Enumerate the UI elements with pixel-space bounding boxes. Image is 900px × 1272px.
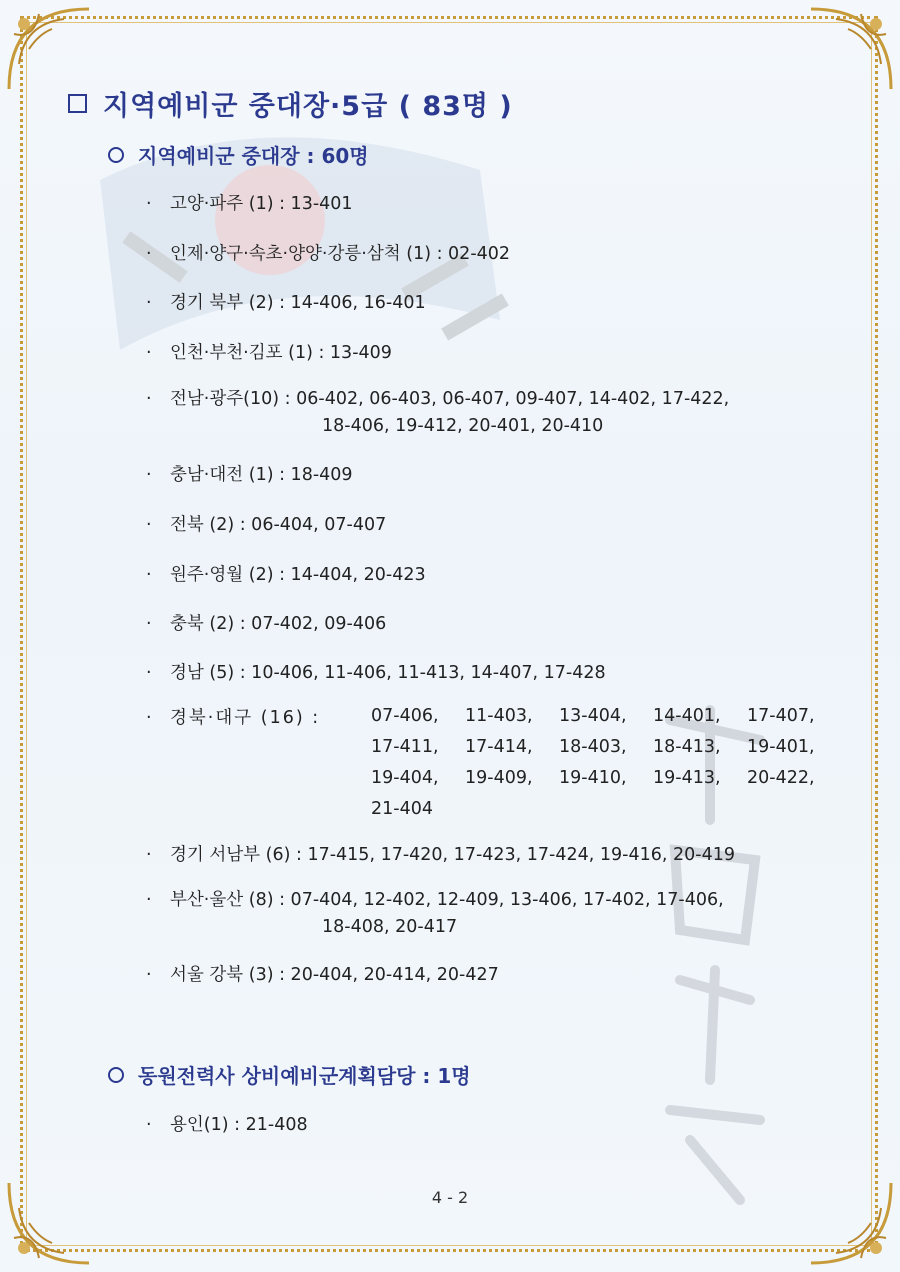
heading-text: 지역예비군 중대장·5급 ( 83명 )	[103, 91, 513, 122]
corner-ornament	[806, 4, 896, 94]
code-grid-row: 21-404	[371, 798, 433, 819]
list-item: · 고양·파주 (1) : 13-401	[146, 194, 353, 214]
list-item: · 전북 (2) : 06-404, 07-407	[146, 515, 387, 535]
list-item: · 경기 서남부 (6) : 17-415, 17-420, 17-423, 17-424, 19-416, 20-419	[146, 845, 735, 865]
section-title-company-commander: 지역예비군 중대장 : 60명	[108, 140, 369, 169]
checkbox-square-icon	[68, 94, 87, 113]
list-item: · 인제·양구·속초·양양·강릉·삼척 (1) : 02-402	[146, 244, 511, 264]
code-grid-row: 07-406, 11-403, 13-404, 14-401, 17-407,	[371, 705, 815, 726]
list-item: · 충남·대전 (1) : 18-409	[146, 465, 353, 485]
circle-bullet-icon	[108, 147, 124, 163]
section-title-mobilization: 동원전력사 상비예비군계획담당 : 1명	[108, 1060, 471, 1089]
list-item: · 충북 (2) : 07-402, 09-406	[146, 614, 387, 634]
list-item-continuation: 18-406, 19-412, 20-401, 20-410	[322, 416, 604, 436]
code-grid-row: 19-404, 19-409, 19-410, 19-413, 20-422,	[371, 767, 815, 788]
page-heading	[68, 84, 513, 123]
code-grid	[371, 700, 841, 824]
circle-bullet-icon	[108, 1067, 124, 1083]
corner-ornament	[4, 4, 94, 94]
list-item: · 경기 북부 (2) : 14-406, 16-401	[146, 293, 426, 313]
list-item: · 용인(1) : 21-408	[146, 1115, 308, 1135]
list-item: · 경북·대구 (16) :	[146, 708, 321, 728]
list-item: · 부산·울산 (8) : 07-404, 12-402, 12-409, 13-406, 17-402, 17-406,	[146, 890, 724, 910]
list-item: · 경남 (5) : 10-406, 11-406, 11-413, 14-407, 17-428	[146, 663, 606, 683]
list-item: · 서울 강북 (3) : 20-404, 20-414, 20-427	[146, 965, 499, 985]
list-item-continuation: 18-408, 20-417	[322, 917, 458, 937]
code-grid-row: 17-411, 17-414, 18-403, 18-413, 19-401,	[371, 736, 815, 757]
list-item: · 인천·부천·김포 (1) : 13-409	[146, 343, 392, 363]
list-item: · 원주·영월 (2) : 14-404, 20-423	[146, 565, 426, 585]
list-item: · 전남·광주(10) : 06-402, 06-403, 06-407, 09-407, 14-402, 17-422,	[146, 389, 730, 409]
page-number: 4 - 2	[431, 1188, 469, 1207]
